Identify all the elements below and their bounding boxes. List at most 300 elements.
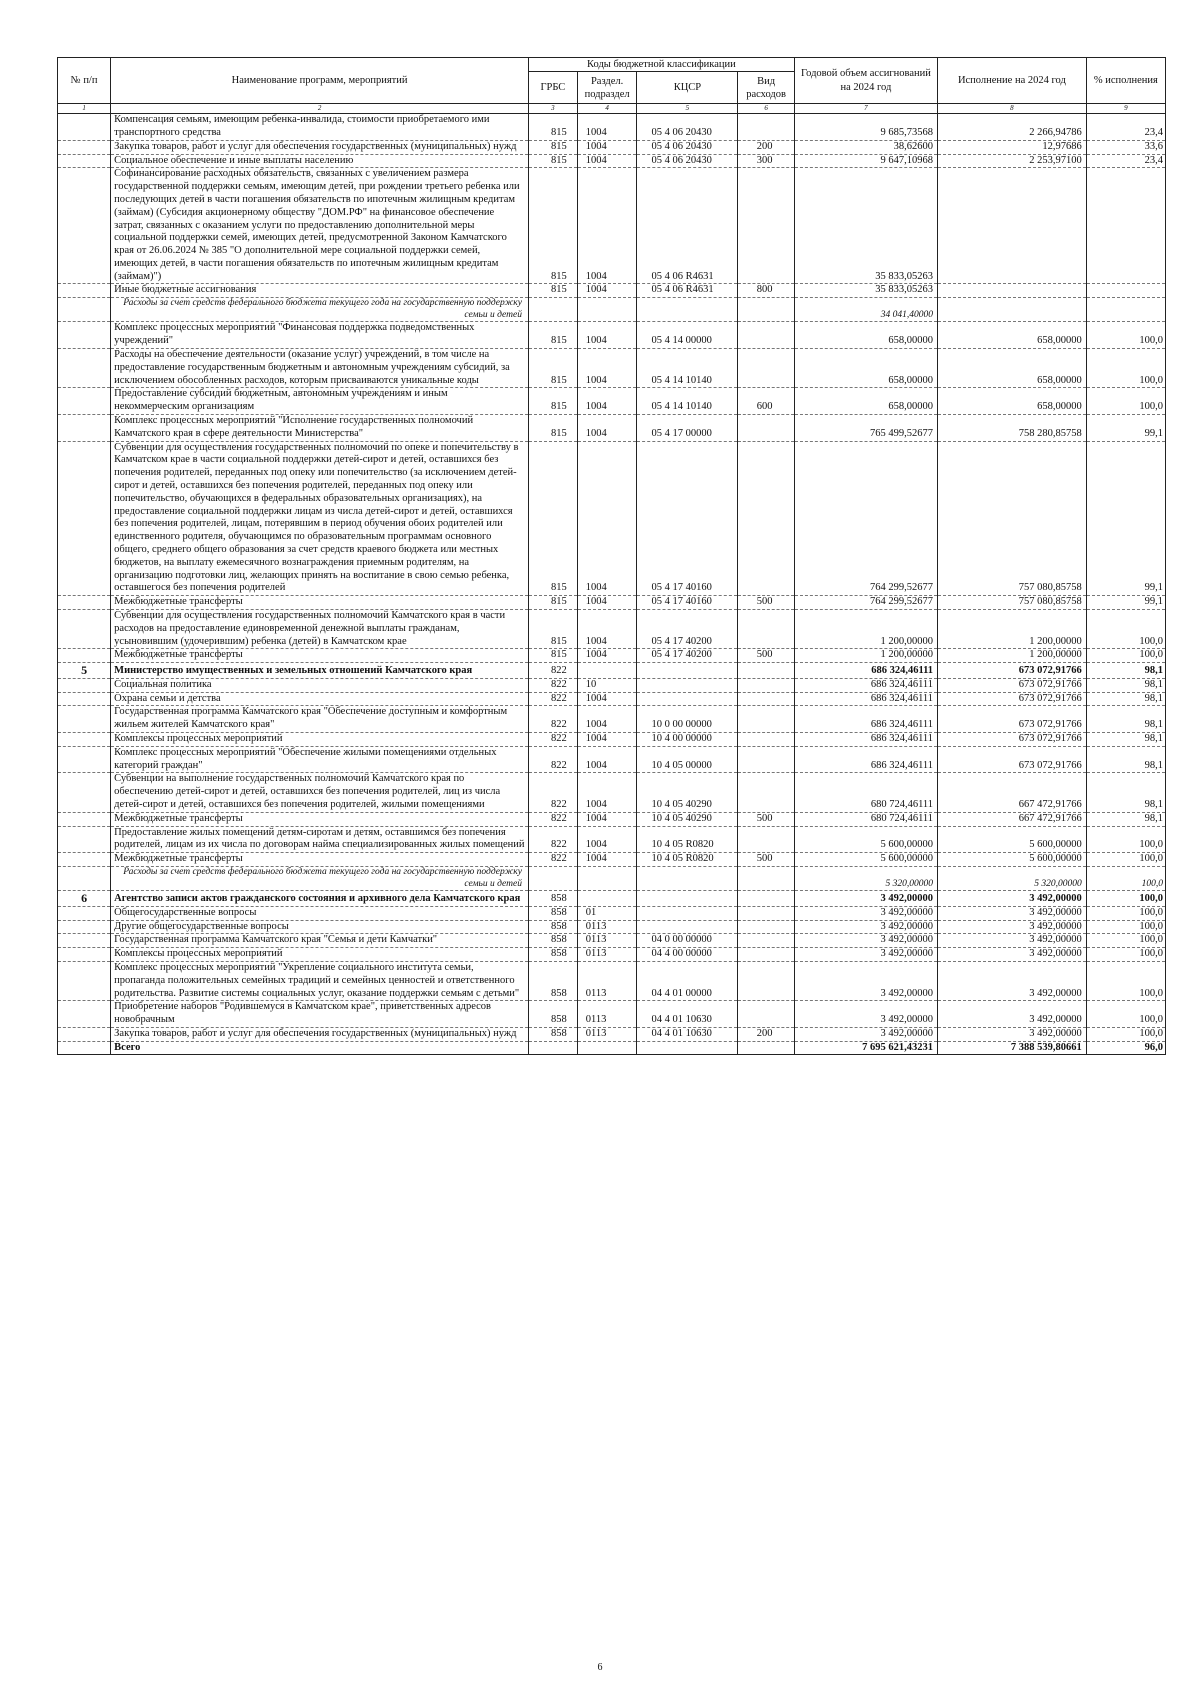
row-plan: 3 492,00000 <box>794 891 937 907</box>
row-fact: 2 253,97100 <box>938 154 1087 168</box>
row-number <box>58 853 111 867</box>
row-fact: 3 492,00000 <box>938 948 1087 962</box>
table-row <box>58 746 1166 773</box>
row-fact: 658,00000 <box>938 322 1087 349</box>
row-plan: 765 499,52677 <box>794 415 937 442</box>
header-num: № п/п <box>58 58 111 104</box>
row-name: Межбюджетные трансферты <box>111 812 529 826</box>
row-pct: 100,0 <box>1086 609 1165 648</box>
row-grbs: 858 <box>528 948 577 962</box>
row-razdel: 1004 <box>577 415 637 442</box>
table-row <box>58 773 1166 812</box>
row-name: Субвенции на выполнение государственных полномочий Камчатского края по обеспечению детей-сирот и детей, оставшихся без попечения родителей, лиц из числа детей-сирот и детей, оставшихся без попечения родителей, жилыми помещениями <box>111 773 529 812</box>
row-kcsr <box>637 678 738 692</box>
row-pct <box>1086 284 1165 298</box>
row-razdel: 1004 <box>577 746 637 773</box>
row-vid: 600 <box>738 388 794 415</box>
header-pct: % исполнения <box>1086 58 1165 104</box>
page-number: 6 <box>597 1662 603 1673</box>
row-grbs: 822 <box>528 706 577 733</box>
table-row <box>58 1001 1166 1028</box>
table-row <box>58 441 1166 596</box>
row-razdel: 1004 <box>577 706 637 733</box>
row-pct: 98,1 <box>1086 746 1165 773</box>
row-pct: 100,0 <box>1086 906 1165 920</box>
row-razdel: 1004 <box>577 649 637 663</box>
row-plan: 5 600,00000 <box>794 826 937 853</box>
row-plan: 38,62600 <box>794 140 937 154</box>
row-fact: 757 080,85758 <box>938 441 1087 596</box>
row-vid <box>738 298 794 322</box>
row-number <box>58 1001 111 1028</box>
row-plan: 3 492,00000 <box>794 1027 937 1041</box>
col-number: 4 <box>577 104 637 114</box>
table-row <box>58 649 1166 663</box>
table-row <box>58 298 1166 322</box>
table-row <box>58 934 1166 948</box>
row-vid <box>738 961 794 1000</box>
row-pct: 100,0 <box>1086 934 1165 948</box>
row-name: Компенсация семьям, имеющим ребенка-инвалида, стоимости приобретаемого ими транспортного средства <box>111 114 529 141</box>
row-vid: 300 <box>738 154 794 168</box>
row-kcsr: 04 4 01 10630 <box>637 1027 738 1041</box>
row-grbs: 822 <box>528 812 577 826</box>
row-razdel: 1004 <box>577 284 637 298</box>
row-name: Социальная политика <box>111 678 529 692</box>
row-number <box>58 1027 111 1041</box>
row-pct: 23,4 <box>1086 114 1165 141</box>
row-number <box>58 298 111 322</box>
row-vid <box>738 415 794 442</box>
row-pct: 100,0 <box>1086 826 1165 853</box>
row-plan: 5 320,00000 <box>794 866 937 890</box>
row-vid: 500 <box>738 596 794 610</box>
row-fact: 667 472,91766 <box>938 773 1087 812</box>
budget-execution-sheet <box>57 57 1166 1055</box>
row-fact: 12,97686 <box>938 140 1087 154</box>
table-row <box>58 891 1166 907</box>
row-name: Комплексы процессных мероприятий <box>111 948 529 962</box>
table-row <box>58 322 1166 349</box>
row-fact: 673 072,91766 <box>938 746 1087 773</box>
row-number <box>58 649 111 663</box>
row-plan: 1 200,00000 <box>794 609 937 648</box>
row-kcsr <box>637 298 738 322</box>
row-name: Комплекс процессных мероприятий "Финансовая поддержка подведомственных учреждений" <box>111 322 529 349</box>
table-body <box>58 114 1166 1055</box>
row-grbs: 815 <box>528 284 577 298</box>
col-number: 9 <box>1086 104 1165 114</box>
row-pct: 100,0 <box>1086 920 1165 934</box>
row-kcsr: 05 4 17 40160 <box>637 596 738 610</box>
row-kcsr <box>637 692 738 706</box>
row-plan: 658,00000 <box>794 322 937 349</box>
row-fact: 3 492,00000 <box>938 934 1087 948</box>
row-grbs <box>528 1041 577 1055</box>
row-number <box>58 596 111 610</box>
header-fact: Исполнение на 2024 год <box>938 58 1087 104</box>
row-plan: 764 299,52677 <box>794 596 937 610</box>
row-razdel <box>577 1041 637 1055</box>
row-vid: 800 <box>738 284 794 298</box>
row-grbs: 815 <box>528 349 577 388</box>
row-number <box>58 609 111 648</box>
row-fact <box>938 168 1087 284</box>
row-grbs: 858 <box>528 906 577 920</box>
table-row <box>58 961 1166 1000</box>
row-fact: 2 266,94786 <box>938 114 1087 141</box>
row-name: Межбюджетные трансферты <box>111 853 529 867</box>
row-vid <box>738 773 794 812</box>
row-vid <box>738 349 794 388</box>
table-row <box>58 349 1166 388</box>
col-number: 2 <box>111 104 529 114</box>
row-plan: 764 299,52677 <box>794 441 937 596</box>
header-plan: Годовой объем ассигнований на 2024 год <box>794 58 937 104</box>
row-kcsr: 10 4 05 00000 <box>637 746 738 773</box>
row-name: Агентство записи актов гражданского состояния и архивного дела Камчатского края <box>111 891 529 907</box>
row-fact: 3 492,00000 <box>938 920 1087 934</box>
row-name: Общегосударственные вопросы <box>111 906 529 920</box>
header-grbs: ГРБС <box>528 72 577 104</box>
row-razdel: 1004 <box>577 441 637 596</box>
row-name: Расходы за счет средств федерального бюджета текущего года на государственную поддержку семьи и детей <box>111 866 529 890</box>
row-vid <box>738 826 794 853</box>
row-kcsr: 04 0 00 00000 <box>637 934 738 948</box>
row-plan: 3 492,00000 <box>794 906 937 920</box>
budget-table <box>57 57 1166 1055</box>
row-vid <box>738 934 794 948</box>
row-kcsr: 05 4 06 R4631 <box>637 168 738 284</box>
row-plan: 686 324,46111 <box>794 678 937 692</box>
row-number: 6 <box>58 891 111 907</box>
table-row <box>58 812 1166 826</box>
row-razdel: 0113 <box>577 948 637 962</box>
table-row <box>58 906 1166 920</box>
row-kcsr: 05 4 17 40200 <box>637 649 738 663</box>
row-kcsr: 05 4 06 20430 <box>637 154 738 168</box>
row-plan: 35 833,05263 <box>794 284 937 298</box>
row-number <box>58 114 111 141</box>
header-name: Наименование программ, мероприятий <box>111 58 529 104</box>
row-kcsr: 10 4 05 40290 <box>637 773 738 812</box>
row-kcsr: 05 4 06 20430 <box>637 114 738 141</box>
row-pct: 99,1 <box>1086 441 1165 596</box>
row-grbs: 822 <box>528 746 577 773</box>
row-fact: 673 072,91766 <box>938 692 1087 706</box>
row-fact: 658,00000 <box>938 388 1087 415</box>
row-number <box>58 732 111 746</box>
row-razdel: 1004 <box>577 388 637 415</box>
row-razdel: 1004 <box>577 140 637 154</box>
row-fact: 3 492,00000 <box>938 1001 1087 1028</box>
row-vid <box>738 441 794 596</box>
col-number: 5 <box>637 104 738 114</box>
row-name: Другие общегосударственные вопросы <box>111 920 529 934</box>
row-razdel: 1004 <box>577 596 637 610</box>
row-pct: 99,1 <box>1086 415 1165 442</box>
row-kcsr: 05 4 14 10140 <box>637 349 738 388</box>
row-plan: 9 685,73568 <box>794 114 937 141</box>
row-vid: 200 <box>738 1027 794 1041</box>
row-vid <box>738 114 794 141</box>
row-plan: 658,00000 <box>794 349 937 388</box>
table-row <box>58 948 1166 962</box>
row-plan: 3 492,00000 <box>794 1001 937 1028</box>
row-number <box>58 441 111 596</box>
row-razdel: 1004 <box>577 732 637 746</box>
table-row <box>58 1027 1166 1041</box>
row-kcsr <box>637 663 738 679</box>
row-pct: 33,6 <box>1086 140 1165 154</box>
row-pct: 100,0 <box>1086 649 1165 663</box>
table-row <box>58 1041 1166 1055</box>
row-razdel <box>577 298 637 322</box>
row-vid <box>738 920 794 934</box>
row-pct: 100,0 <box>1086 866 1165 890</box>
row-name: Межбюджетные трансферты <box>111 649 529 663</box>
header-column-numbers <box>58 104 1166 114</box>
row-kcsr <box>637 1041 738 1055</box>
table-row <box>58 732 1166 746</box>
row-plan: 3 492,00000 <box>794 961 937 1000</box>
row-number <box>58 934 111 948</box>
row-razdel: 1004 <box>577 692 637 706</box>
row-pct: 100,0 <box>1086 853 1165 867</box>
row-number <box>58 168 111 284</box>
row-vid <box>738 948 794 962</box>
row-name: Софинансирование расходных обязательств, связанных с увеличением размера государственной поддержки семьям, имеющим детей, при рождении третьего ребенка или последующих детей в части погашения обязательств по ипотечным жилищным кредитам (займам) (Субсидия акционерному обществу "ДОМ.РФ" на финансовое обеспечение затрат, связанных с оказанием услуги по предоставлению дополнительной меры социальной поддержки семей, имеющих детей, предусмотренной Законом Камчатского края от 26.06.2024 № 385 "О дополнительной мере социальной поддержки семей, имеющих детей, в части погашения обязательств по ипотечным жилищным кредитам (займам)") <box>111 168 529 284</box>
table-row <box>58 678 1166 692</box>
row-grbs: 815 <box>528 168 577 284</box>
row-kcsr <box>637 891 738 907</box>
row-plan: 9 647,10968 <box>794 154 937 168</box>
row-number <box>58 1041 111 1055</box>
row-grbs: 815 <box>528 596 577 610</box>
row-kcsr: 05 4 17 40160 <box>637 441 738 596</box>
row-name: Предоставление жилых помещений детям-сиротам и детям, оставшимся без попечения родителей, лицам из их числа по договорам найма специализированных жилых помещений <box>111 826 529 853</box>
row-name: Государственная программа Камчатского края "Обеспечение доступным и комфортным жильем жителей Камчатского края" <box>111 706 529 733</box>
row-name: Министерство имущественных и земельных отношений Камчатского края <box>111 663 529 679</box>
row-plan: 5 600,00000 <box>794 853 937 867</box>
table-row <box>58 114 1166 141</box>
row-number <box>58 284 111 298</box>
table-row <box>58 154 1166 168</box>
row-vid <box>738 906 794 920</box>
row-razdel: 1004 <box>577 168 637 284</box>
row-kcsr: 10 4 00 00000 <box>637 732 738 746</box>
row-name: Расходы на обеспечение деятельности (оказание услуг) учреждений, в том числе на предоставление государственным бюджетным и автономным учреждениям субсидий, за исключением обособленных расходов, которым присваиваются уникальные коды <box>111 349 529 388</box>
row-kcsr: 05 4 14 10140 <box>637 388 738 415</box>
row-pct: 98,1 <box>1086 773 1165 812</box>
table-row <box>58 415 1166 442</box>
row-pct: 100,0 <box>1086 388 1165 415</box>
row-number <box>58 322 111 349</box>
row-name: Охрана семьи и детства <box>111 692 529 706</box>
row-grbs: 858 <box>528 934 577 948</box>
row-pct: 100,0 <box>1086 948 1165 962</box>
table-row <box>58 168 1166 284</box>
table-row <box>58 663 1166 679</box>
header-kcsr: КЦСР <box>637 72 738 104</box>
row-grbs: 815 <box>528 140 577 154</box>
row-razdel: 0113 <box>577 1001 637 1028</box>
row-pct: 98,1 <box>1086 663 1165 679</box>
row-grbs <box>528 866 577 890</box>
row-plan: 686 324,46111 <box>794 706 937 733</box>
row-razdel: 1004 <box>577 322 637 349</box>
row-kcsr: 05 4 17 00000 <box>637 415 738 442</box>
row-plan: 680 724,46111 <box>794 812 937 826</box>
row-name: Межбюджетные трансферты <box>111 596 529 610</box>
row-vid: 500 <box>738 649 794 663</box>
row-razdel: 1004 <box>577 114 637 141</box>
row-plan: 35 833,05263 <box>794 168 937 284</box>
row-vid <box>738 609 794 648</box>
row-number: 5 <box>58 663 111 679</box>
row-grbs: 822 <box>528 732 577 746</box>
row-name: Комплексы процессных мероприятий <box>111 732 529 746</box>
row-grbs: 858 <box>528 920 577 934</box>
row-kcsr: 05 4 06 R4631 <box>637 284 738 298</box>
row-number <box>58 154 111 168</box>
row-razdel: 0113 <box>577 934 637 948</box>
row-fact <box>938 298 1087 322</box>
table-row <box>58 140 1166 154</box>
row-number <box>58 388 111 415</box>
table-row <box>58 596 1166 610</box>
row-plan: 7 695 621,43231 <box>794 1041 937 1055</box>
row-pct: 100,0 <box>1086 322 1165 349</box>
row-name: Социальное обеспечение и иные выплаты населению <box>111 154 529 168</box>
row-razdel: 1004 <box>577 154 637 168</box>
row-grbs: 858 <box>528 1001 577 1028</box>
row-name: Иные бюджетные ассигнования <box>111 284 529 298</box>
row-grbs: 858 <box>528 1027 577 1041</box>
row-fact: 673 072,91766 <box>938 663 1087 679</box>
row-plan: 686 324,46111 <box>794 663 937 679</box>
row-name: Комплекс процессных мероприятий "Обеспечение жилыми помещениями отдельных категорий граждан" <box>111 746 529 773</box>
row-number <box>58 773 111 812</box>
row-vid <box>738 732 794 746</box>
row-number <box>58 678 111 692</box>
row-grbs: 822 <box>528 773 577 812</box>
row-fact: 658,00000 <box>938 349 1087 388</box>
row-name: Субвенции для осуществления государственных полномочий Камчатского края в части расходов на предоставление единовременной денежной выплаты гражданам, усыновившим (удочерившим) ребенка (детей) в Камчатском крае <box>111 609 529 648</box>
row-razdel: 0113 <box>577 961 637 1000</box>
row-vid <box>738 866 794 890</box>
row-number <box>58 906 111 920</box>
row-pct <box>1086 168 1165 284</box>
row-vid <box>738 678 794 692</box>
row-fact: 3 492,00000 <box>938 891 1087 907</box>
row-fact: 1 200,00000 <box>938 649 1087 663</box>
row-razdel <box>577 891 637 907</box>
row-grbs: 815 <box>528 114 577 141</box>
row-number <box>58 920 111 934</box>
table-row <box>58 692 1166 706</box>
row-kcsr <box>637 906 738 920</box>
row-vid <box>738 692 794 706</box>
row-name: Закупка товаров, работ и услуг для обеспечения государственных (муниципальных) нужд <box>111 1027 529 1041</box>
row-fact: 667 472,91766 <box>938 812 1087 826</box>
row-grbs: 858 <box>528 891 577 907</box>
row-pct: 98,1 <box>1086 732 1165 746</box>
row-pct: 23,4 <box>1086 154 1165 168</box>
row-number <box>58 866 111 890</box>
col-number: 7 <box>794 104 937 114</box>
row-fact: 673 072,91766 <box>938 706 1087 733</box>
row-kcsr: 04 4 01 00000 <box>637 961 738 1000</box>
row-razdel: 1004 <box>577 609 637 648</box>
row-kcsr: 10 0 00 00000 <box>637 706 738 733</box>
row-name: Приобретение наборов "Родившемуся в Камчатском крае", приветственных адресов новобрачным <box>111 1001 529 1028</box>
row-razdel <box>577 866 637 890</box>
row-kcsr: 10 4 05 R0820 <box>637 853 738 867</box>
row-number <box>58 948 111 962</box>
row-vid <box>738 891 794 907</box>
row-grbs: 822 <box>528 663 577 679</box>
row-pct: 100,0 <box>1086 891 1165 907</box>
row-plan: 686 324,46111 <box>794 692 937 706</box>
col-number: 3 <box>528 104 577 114</box>
row-pct: 98,1 <box>1086 692 1165 706</box>
table-row <box>58 826 1166 853</box>
row-pct: 98,1 <box>1086 706 1165 733</box>
row-kcsr: 10 4 05 40290 <box>637 812 738 826</box>
row-grbs: 822 <box>528 853 577 867</box>
row-fact: 758 280,85758 <box>938 415 1087 442</box>
row-name: Государственная программа Камчатского края "Семья и дети Камчатки" <box>111 934 529 948</box>
table-row <box>58 866 1166 890</box>
row-plan: 3 492,00000 <box>794 948 937 962</box>
row-grbs: 815 <box>528 415 577 442</box>
row-name: Субвенции для осуществления государственных полномочий по опеке и попечительству в Камчатском крае в части социальной поддержки детей-сирот и детей, оставшихся без попечения родителей, переданных под опеку или попечительство (за исключением детей-сирот и детей, оставшихся без попечения родителей, переданных под опеку или попечительство, обучающихся в федеральных образовательных организациях), на предоставление социальной поддержки лицам из числа детей-сирот и детей, оставшихся без попечения родителей, лицам, потерявшим в период обучения обоих родителей или единственного родителя, обучающимся по образовательным программам основного общего, среднего общего образования за счет средств краевого бюджета или местных бюджетов, на выплату ежемесячного вознаграждения приемным родителям, на организацию подготовки лиц, желающих принять на воспитание в свою семью ребенка, оставшегося без попечения родителей <box>111 441 529 596</box>
row-vid <box>738 1041 794 1055</box>
row-grbs: 815 <box>528 154 577 168</box>
row-grbs: 815 <box>528 322 577 349</box>
row-vid <box>738 706 794 733</box>
row-fact: 673 072,91766 <box>938 732 1087 746</box>
row-razdel: 0113 <box>577 920 637 934</box>
table-row <box>58 284 1166 298</box>
row-plan: 680 724,46111 <box>794 773 937 812</box>
row-kcsr <box>637 866 738 890</box>
header-codes-group: Коды бюджетной классификации <box>528 58 794 72</box>
row-pct: 100,0 <box>1086 1001 1165 1028</box>
table-header <box>58 58 1166 114</box>
table-row <box>58 388 1166 415</box>
row-fact: 1 200,00000 <box>938 609 1087 648</box>
row-fact: 7 388 539,80661 <box>938 1041 1087 1055</box>
row-number <box>58 826 111 853</box>
row-number <box>58 349 111 388</box>
row-name: Предоставление субсидий бюджетным, автономным учреждениям и иным некоммерческим организациям <box>111 388 529 415</box>
row-pct: 100,0 <box>1086 1027 1165 1041</box>
row-fact <box>938 284 1087 298</box>
row-pct: 100,0 <box>1086 961 1165 1000</box>
row-grbs: 815 <box>528 388 577 415</box>
table-row <box>58 706 1166 733</box>
row-number <box>58 746 111 773</box>
row-pct: 98,1 <box>1086 678 1165 692</box>
row-razdel: 1004 <box>577 349 637 388</box>
row-fact: 5 600,00000 <box>938 853 1087 867</box>
row-vid <box>738 168 794 284</box>
row-grbs: 815 <box>528 441 577 596</box>
row-kcsr: 05 4 17 40200 <box>637 609 738 648</box>
table-row <box>58 920 1166 934</box>
